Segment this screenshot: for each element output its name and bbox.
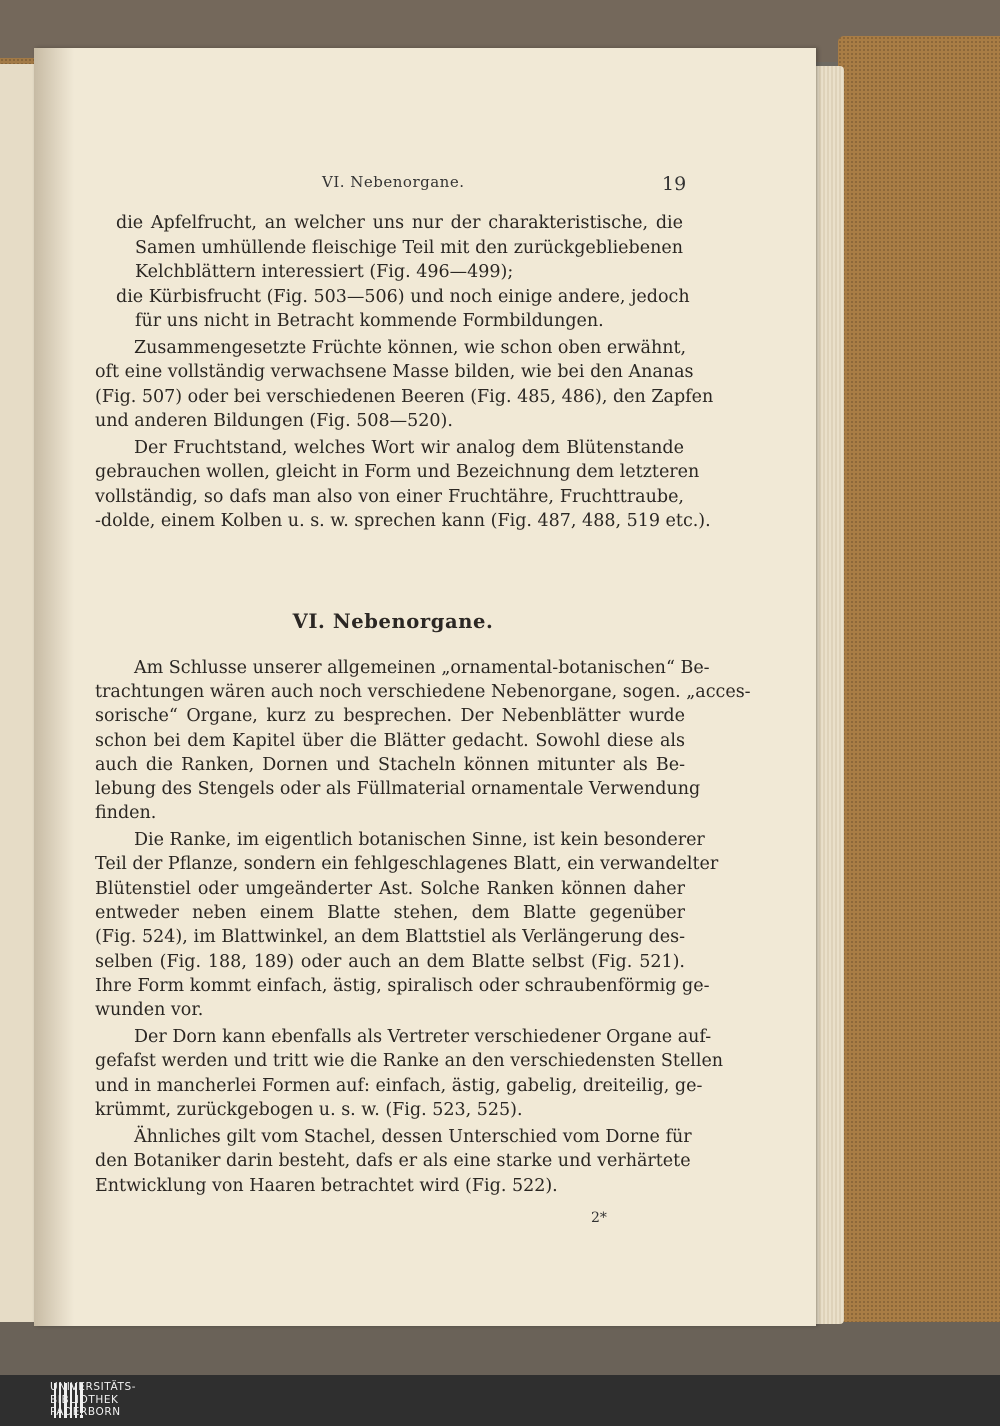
text-line: Kelchblättern interessiert (Fig. 496—499); — [135, 262, 514, 282]
text-line: wunden vor. — [95, 1000, 204, 1020]
facing-page-edge — [0, 64, 36, 1322]
text-line: Die Ranke, im eigentlich botanischen Sinne, ist kein besonderer — [134, 830, 705, 850]
text-line: Samen umhüllende fleischige Teil mit den zurückgebliebenen — [135, 238, 683, 258]
text-line: gebrauchen wollen, gleicht in Form und Bezeichnung dem letzteren — [95, 462, 700, 482]
text-line: oft eine vollständig verwachsene Masse bilden, wie bei den Ananas — [95, 362, 694, 382]
text-line: -dolde, einem Kolben u. s. w. sprechen kann (Fig. 487, 488, 519 etc.). — [95, 511, 711, 531]
text-line: und anderen Bildungen (Fig. 508—520). — [95, 411, 453, 431]
text-line: und in mancherlei Formen auf: einfach, ästig, gabelig, dreiteilig, ge- — [95, 1076, 703, 1096]
text-line: die Apfelfrucht, an welcher uns nur der charakteristische, die — [116, 213, 683, 233]
book-cover-right — [838, 36, 1000, 1375]
text-line: lebung des Stengels oder als Füllmaterial ornamentale Verwendung — [95, 779, 701, 799]
text-line: auch die Ranken, Dornen und Stacheln können mitunter als Be- — [95, 755, 685, 775]
text-line: (Fig. 507) oder bei verschiedenen Beeren (Fig. 485, 486), den Zapfen — [95, 387, 714, 407]
text-line: den Botaniker darin besteht, dafs er als eine starke und verhärtete — [95, 1151, 691, 1171]
text-line: Blütenstiel oder umgeänderter Ast. Solche Ranken können daher — [95, 879, 685, 899]
text-line: selben (Fig. 188, 189) oder auch an dem Blatte selbst (Fig. 521). — [95, 952, 685, 972]
book-cover-bottom — [0, 1322, 1000, 1375]
text-line: Teil der Pflanze, sondern ein fehlgeschlagenes Blatt, ein verwandelter — [95, 854, 719, 874]
text-line: sorische“ Organe, kurz zu besprechen. Der Nebenblätter wurde — [95, 706, 685, 726]
library-name: UNIVERSITÄTS- BIBLIOTHEK PADERBORN — [50, 1381, 137, 1418]
text-line: Ihre Form kommt einfach, ästig, spiralisch oder schraubenförmig ge- — [95, 976, 710, 996]
text-line: krümmt, zurückgebogen u. s. w. (Fig. 523, 525). — [95, 1100, 523, 1120]
text-line: schon bei dem Kapitel über die Blätter gedacht. Sowohl diese als — [95, 731, 685, 751]
text-line: gefafst werden und tritt wie die Ranke an den verschiedensten Stellen — [95, 1051, 724, 1071]
text-line: die Kürbisfrucht (Fig. 503—506) und noch einige andere, jedoch — [116, 287, 690, 307]
text-line: Zusammengesetzte Früchte können, wie schon oben erwähnt, — [134, 338, 687, 358]
text-line: Entwicklung von Haaren betrachtet wird (Fig. 522). — [95, 1176, 558, 1196]
section-heading: VI. Nebenorgane. — [292, 610, 494, 633]
running-head: VI. Nebenorgane. — [322, 173, 465, 191]
text-line: trachtungen wären auch noch verschiedene Nebenorgane, sogen. „acces- — [95, 682, 751, 702]
text-line: entweder neben einem Blatte stehen, dem Blatte gegenüber — [95, 903, 685, 923]
text-line: vollständig, so dafs man also von einer Fruchtähre, Fruchttraube, — [95, 487, 684, 507]
text-line: Ähnliches gilt vom Stachel, dessen Unterschied vom Dorne für — [134, 1127, 692, 1147]
footer-bar — [0, 1375, 1000, 1426]
page-number: 19 — [662, 173, 687, 195]
text-line: Der Fruchtstand, welches Wort wir analog dem Blütenstande — [134, 438, 684, 458]
text-line: Am Schlusse unserer allgemeinen „ornamental-botanischen“ Be- — [134, 658, 710, 678]
text-line: (Fig. 524), im Blattwinkel, an dem Blattstiel als Verlängerung des- — [95, 927, 685, 947]
text-line: für uns nicht in Betracht kommende Formbildungen. — [135, 311, 604, 331]
signature-mark: 2* — [591, 1210, 607, 1226]
text-line: finden. — [95, 803, 157, 823]
page-gutter-shadow — [34, 48, 74, 1326]
text-line: Der Dorn kann ebenfalls als Vertreter verschiedener Organe auf- — [134, 1027, 712, 1047]
